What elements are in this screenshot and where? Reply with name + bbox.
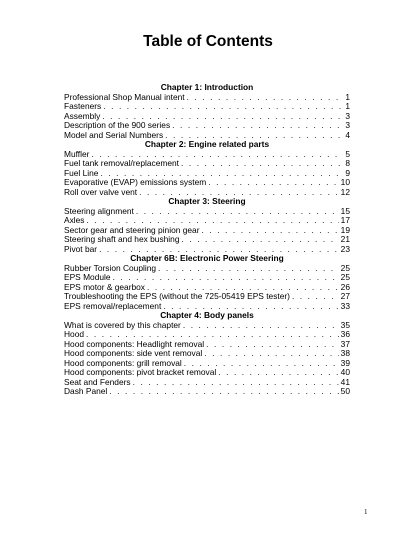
toc-entry[interactable] (64, 93, 350, 103)
toc-entry-label: EPS removal/replacement (64, 301, 162, 311)
dot-leader (100, 169, 343, 179)
toc-entry[interactable] (64, 283, 350, 293)
toc-entry-label: Steering alignment (64, 206, 134, 216)
toc-entry-label: Sector gear and steering pinion gear (64, 225, 200, 235)
dot-leader (86, 216, 338, 226)
table-of-contents (64, 83, 350, 397)
dot-leader (133, 378, 339, 388)
toc-entry-page: 41 (340, 377, 350, 387)
toc-entry-page: 37 (340, 339, 350, 349)
dot-leader (208, 178, 338, 188)
toc-entry[interactable] (64, 292, 350, 302)
toc-entry-label: Muffler (64, 149, 90, 159)
toc-entry-page: 39 (340, 358, 350, 368)
toc-entry-label: Fuel tank removal/replacement (64, 159, 179, 168)
chapter-heading: Chapter 3: Steering (168, 196, 246, 206)
toc-entry-page: 9 (345, 168, 350, 178)
toc-entry-page: 38 (340, 349, 350, 358)
toc-entry[interactable] (64, 169, 350, 179)
dot-leader (187, 93, 344, 103)
toc-entry[interactable] (64, 216, 350, 226)
toc-entry-page: 25 (340, 273, 350, 282)
toc-entry-page: 33 (340, 301, 350, 311)
toc-entry-label: Professional Shop Manual intent (64, 92, 185, 102)
toc-entry-page: 19 (340, 225, 350, 235)
toc-entry-label: Troubleshooting the EPS (without the 725-05419 EPS tester) (64, 292, 290, 301)
toc-entry-label: Fuel Line (64, 168, 99, 178)
dot-leader (109, 387, 338, 397)
toc-entry[interactable] (64, 112, 350, 122)
toc-entry-page: 25 (340, 263, 350, 273)
toc-entry[interactable] (64, 178, 350, 188)
toc-entry-label: Seat and Fenders (64, 377, 131, 387)
dot-leader (113, 273, 339, 283)
dot-leader (136, 207, 339, 217)
toc-entry[interactable] (64, 150, 350, 160)
dot-leader (184, 359, 339, 369)
toc-entry-page: 5 (345, 149, 350, 159)
toc-entry[interactable] (64, 359, 350, 369)
dot-leader (218, 368, 338, 378)
toc-entry-label: Hood (64, 330, 85, 339)
toc-entry-label: Steering shaft and hex bushing (64, 235, 180, 244)
toc-entry[interactable] (64, 273, 350, 283)
toc-entry-label: Hood components: grill removal (64, 358, 182, 368)
toc-entry-page: 4 (345, 130, 350, 140)
dot-leader (202, 226, 339, 236)
toc-entry-page: 27 (340, 292, 350, 301)
dot-leader (292, 292, 339, 302)
toc-entry-label: Roll over valve vent (64, 187, 138, 197)
chapter-heading: Chapter 6B: Electronic Power Steering (130, 253, 284, 263)
dot-leader (103, 102, 343, 112)
dot-leader (158, 264, 339, 274)
toc-entry-label: Hood components: Headlight removal (64, 339, 205, 349)
toc-entry[interactable] (64, 207, 350, 217)
toc-entry-label: Hood components: pivot bracket removal (64, 368, 217, 377)
toc-entry[interactable] (64, 330, 350, 340)
toc-entry[interactable] (64, 159, 350, 169)
dot-leader (91, 150, 343, 160)
toc-entry[interactable] (64, 349, 350, 359)
dot-leader (86, 330, 339, 340)
toc-entry[interactable] (64, 378, 350, 388)
toc-entry-page: 21 (340, 235, 350, 244)
toc-entry-label: Rubber Torsion Coupling (64, 263, 157, 273)
toc-entry[interactable] (64, 235, 350, 245)
toc-entry-page: 12 (340, 187, 350, 197)
dot-leader (204, 349, 338, 359)
toc-entry-page: 40 (340, 368, 350, 377)
toc-entry-page: 3 (345, 121, 350, 130)
toc-entry-label: Assembly (64, 111, 101, 121)
toc-entry-page: 36 (340, 330, 350, 339)
toc-entry-label: Hood components: side vent removal (64, 349, 203, 358)
page-number: 1 (364, 508, 368, 516)
dot-leader (183, 321, 339, 331)
toc-entry-page: 1 (345, 102, 350, 111)
toc-entry-page: 35 (340, 320, 350, 330)
dot-leader (181, 235, 338, 245)
page-title: Table of Contents (143, 33, 273, 50)
toc-entry[interactable] (64, 102, 350, 112)
toc-entry-label: EPS Module (64, 273, 111, 282)
toc-entry[interactable] (64, 368, 350, 378)
toc-entry-label: Evaporative (EVAP) emissions system (64, 178, 207, 187)
chapter-heading: Chapter 1: Introduction (160, 82, 254, 92)
dot-leader (172, 121, 343, 131)
toc-entry-page: 26 (340, 282, 350, 292)
chapter-heading: Chapter 2: Engine related parts (144, 139, 270, 149)
toc-entry-label: Axles (64, 216, 85, 225)
toc-entry-label: Dash Panel (64, 387, 108, 396)
toc-entry[interactable] (64, 321, 350, 331)
toc-entry-page: 23 (340, 244, 350, 254)
toc-entry-label: What is covered by this chapter (64, 320, 181, 330)
toc-entry-label: Fasteners (64, 102, 102, 111)
toc-entry[interactable] (64, 264, 350, 274)
toc-entry-label: Description of the 900 series (64, 121, 171, 130)
dot-leader (206, 340, 339, 350)
toc-entry[interactable] (64, 226, 350, 236)
toc-entry-label: EPS motor & gearbox (64, 282, 145, 292)
toc-entry[interactable] (64, 387, 350, 397)
toc-entry-page: 50 (340, 387, 350, 396)
toc-entry-label: Pivot bar (64, 244, 98, 254)
toc-entry[interactable] (64, 340, 350, 350)
dot-leader (181, 159, 343, 169)
toc-entry-page: 10 (340, 178, 350, 187)
toc-entry-page: 15 (340, 206, 350, 216)
dot-leader (102, 112, 343, 122)
chapter-heading: Chapter 4: Body panels (160, 310, 254, 320)
toc-entry[interactable] (64, 121, 350, 131)
toc-entry-page: 17 (340, 216, 350, 225)
toc-entry-page: 3 (345, 111, 350, 121)
dot-leader (147, 283, 339, 293)
toc-entry-page: 1 (345, 92, 350, 102)
toc-entry-page: 8 (345, 159, 350, 168)
toc-entry-label: Model and Serial Numbers (64, 130, 164, 140)
